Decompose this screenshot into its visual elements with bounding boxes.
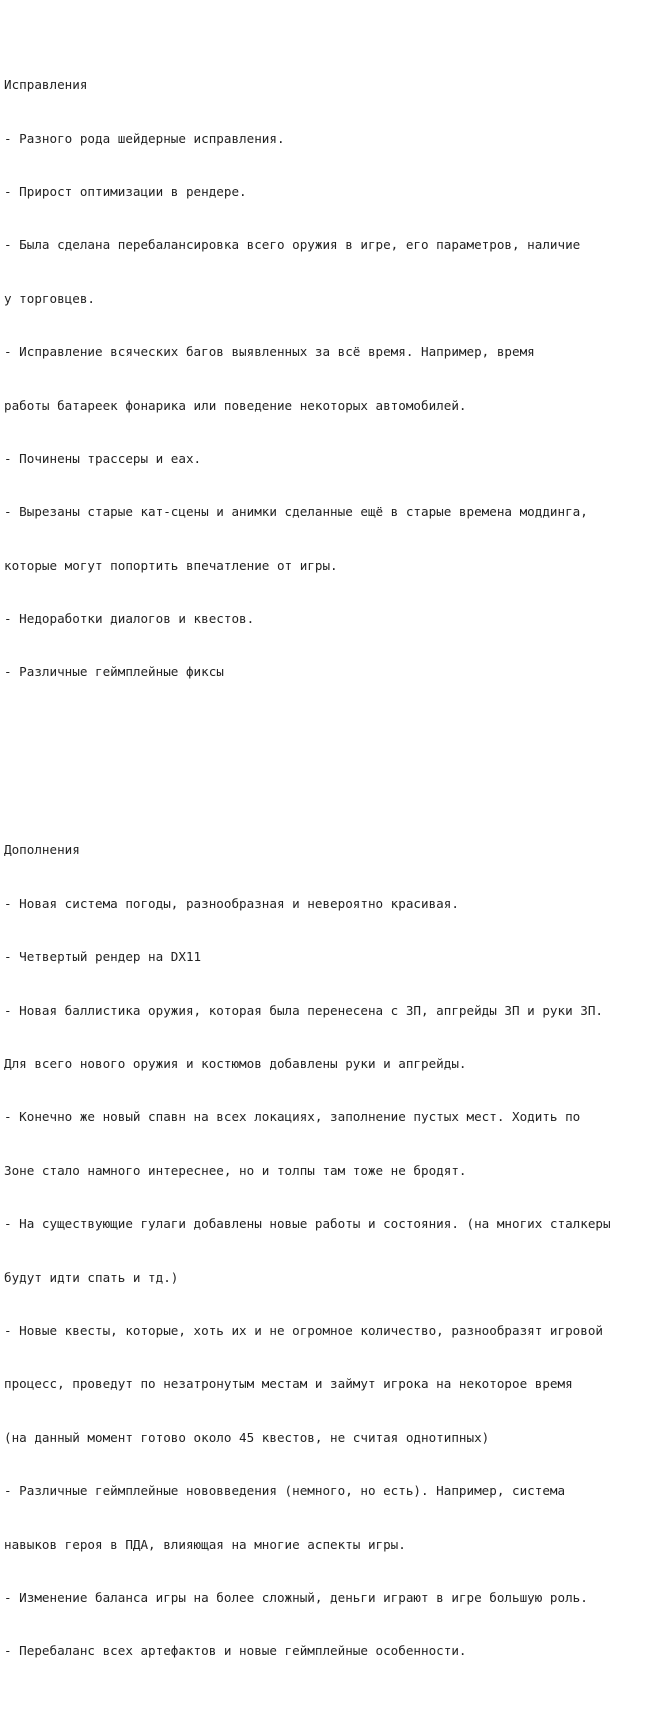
- list-item: - Новые квесты, которые, хоть их и не огромное количество, разнообразят игровой: [4, 1322, 603, 1338]
- list-item: - Недоработки диалогов и квестов.: [4, 611, 255, 627]
- list-item: - Изменение баланса игры на более сложный, деньги играют в игре большую роль.: [4, 1589, 588, 1605]
- list-item: будут идти спать и тд.): [4, 1269, 179, 1285]
- section-spacer: [4, 752, 655, 770]
- list-item: - Починены трассеры и еах.: [4, 450, 202, 466]
- list-item: которые могут попортить впечатление от игры.: [4, 557, 338, 573]
- list-item: (на данный момент готово около 45 квестов, не считая однотипных): [4, 1429, 490, 1445]
- list-item: - На существующие гулаги добавлены новые работы и состояния. (на многих сталкеры: [4, 1216, 611, 1232]
- section-heading: Исправления: [4, 77, 88, 93]
- list-item: - Прирост оптимизации в рендере.: [4, 183, 247, 199]
- list-item: - Новая баллистика оружия, которая была перенесена с ЗП, апгрейды ЗП и руки ЗП.: [4, 1002, 603, 1018]
- list-item: - Исправление всяческих багов выявленных за всё время. Например, время: [4, 344, 535, 360]
- list-item: процесс, проведут по незатронутым местам и займут игрока на некоторое время: [4, 1376, 573, 1392]
- section-heading: Дополнения: [4, 842, 80, 858]
- list-item: Для всего нового оружия и костюмов добавлены руки и апгрейды.: [4, 1056, 467, 1072]
- list-item: - Была сделана перебалансировка всего оружия в игре, его параметров, наличие: [4, 237, 581, 253]
- section-additions: [4, 806, 655, 1696]
- list-item: - Различные геймплейные фиксы: [4, 664, 224, 680]
- list-item: - Новая система погоды, разнообразная и невероятно красивая.: [4, 895, 459, 911]
- list-item: - Конечно же новый спавн на всех локациях, заполнение пустых мест. Ходить по: [4, 1109, 581, 1125]
- list-item: - Различные геймплейные нововведения (немного, но есть). Например, система: [4, 1483, 566, 1499]
- list-item: - Перебаланс всех артефактов и новые геймплейные особенности.: [4, 1643, 467, 1659]
- section-fixes: [4, 41, 655, 717]
- list-item: - Вырезаны старые кат-сцены и анимки сделанные ещё в старые времена моддинга,: [4, 504, 588, 520]
- list-item: Зоне стало намного интереснее, но и толпы там тоже не бродят.: [4, 1162, 467, 1178]
- list-item: - Разного рода шейдерные исправления.: [4, 130, 285, 146]
- list-item: у торговцев.: [4, 290, 95, 306]
- list-item: - Четвертый рендер на DX11: [4, 949, 202, 965]
- list-item: работы батареек фонарика или поведение некоторых автомобилей.: [4, 397, 467, 413]
- list-item: навыков героя в ПДА, влияющая на многие аспекты игры.: [4, 1536, 406, 1552]
